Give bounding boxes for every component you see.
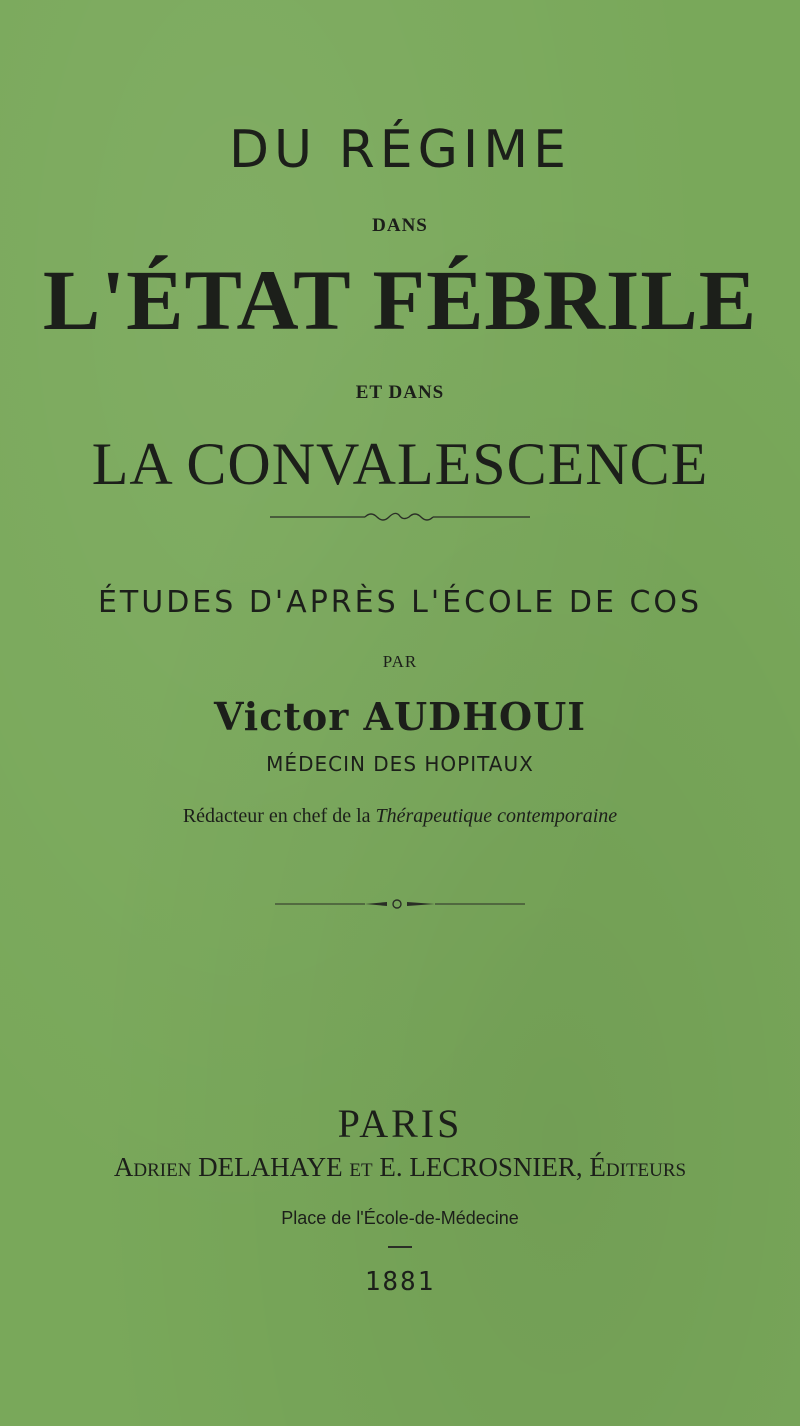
divider-ornament-top (0, 510, 800, 524)
editor-credit-prefix: Rédacteur en chef de la (182, 805, 371, 827)
publisher-role: Éditeurs (589, 1152, 687, 1182)
title-line-dans: DANS (372, 215, 428, 236)
publisher-a-last: DELAHAYE (198, 1152, 343, 1182)
title-line-etat-febrile: L'ÉTAT FÉBRILE (42, 252, 758, 348)
imprint-year: 1881 (364, 1267, 436, 1297)
publisher-b: E. LECROSNIER, (379, 1152, 583, 1182)
publisher-conj: et (349, 1152, 373, 1182)
imprint-publishers (0, 1152, 800, 1183)
title-line-convalescence: LA CONVALESCENCE (91, 431, 709, 497)
publisher-a-first: Adrien (113, 1152, 192, 1182)
subtitle-etudes: ÉTUDES D'APRÈS L'ÉCOLE DE COS (97, 585, 703, 620)
divider-ornament-bottom (0, 896, 800, 912)
imprint-city: PARIS (337, 1101, 463, 1146)
imprint-dash (388, 1246, 412, 1248)
title-line-regime: DU RÉGIME (229, 120, 571, 180)
by-label: PAR (382, 652, 418, 671)
imprint-address: Place de l'École-de-Médecine (281, 1208, 519, 1228)
author-role: MÉDECIN DES HOPITAUX (266, 752, 534, 776)
journal-title: Thérapeutique contemporaine (375, 805, 618, 827)
editor-credit (0, 805, 800, 828)
author-name: Victor AUDHOUI (213, 694, 587, 739)
title-line-et-dans: ET DANS (355, 382, 445, 403)
